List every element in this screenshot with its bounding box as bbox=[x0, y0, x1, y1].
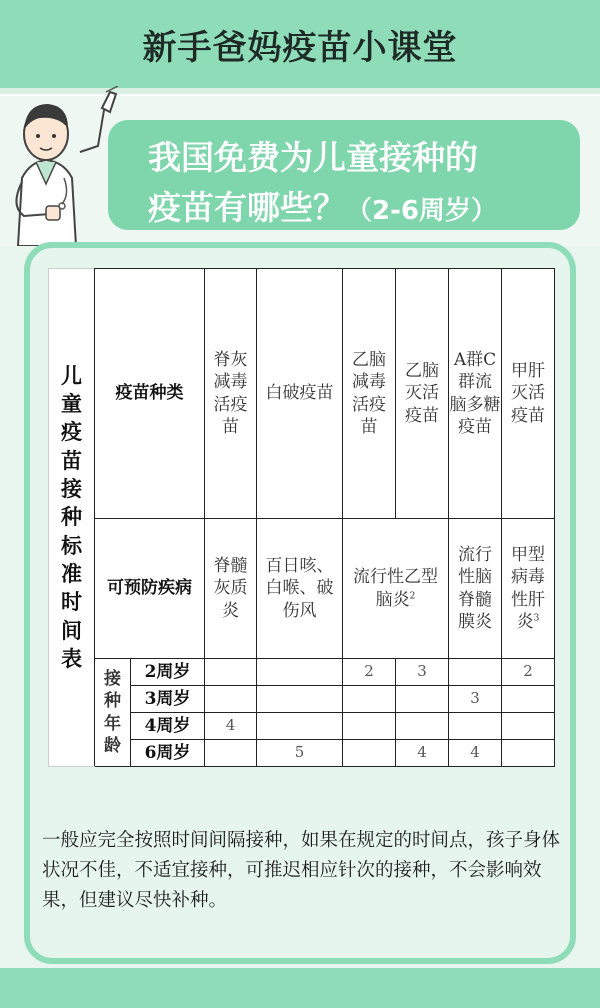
dose-cell bbox=[205, 740, 257, 767]
vaccine-name: 乙脑 减毒 活疫 苗 bbox=[352, 350, 386, 437]
age-group-text: 接 种 年 龄 bbox=[104, 669, 121, 756]
vaccine-cell bbox=[396, 269, 449, 519]
note-paragraph: 一般应完全按照时间间隔接种，如果在规定的时间点，孩子身体状况不佳，不适宜接种，可推迟相应针次的接种，不会影响效果，但建议尽快补种。 bbox=[42, 830, 561, 911]
headline-line2 bbox=[148, 182, 497, 229]
age-label: 2周岁 bbox=[131, 659, 205, 686]
table-row bbox=[49, 659, 555, 686]
dose-cell bbox=[502, 686, 555, 713]
headline-bubble bbox=[108, 120, 580, 230]
disease-cell bbox=[205, 519, 257, 659]
dose-cell bbox=[343, 740, 396, 767]
dose-cell bbox=[502, 740, 555, 767]
vaccine-type-label: 疫苗种类 bbox=[95, 269, 205, 519]
vaccine-name: 白破疫苗 bbox=[265, 383, 334, 404]
side-title bbox=[49, 269, 95, 767]
disease-name: 流行性乙型 脑炎$^2$ bbox=[353, 567, 438, 610]
dose-cell: 2 bbox=[502, 659, 555, 686]
dose-cell bbox=[396, 713, 449, 740]
vaccine-cell bbox=[257, 269, 343, 519]
dose-cell: 5 bbox=[257, 740, 343, 767]
age-range: （2-6周岁） bbox=[346, 196, 497, 226]
vaccine-schedule-table bbox=[48, 268, 555, 767]
schedule-table-wrap bbox=[48, 268, 554, 766]
disease-cell bbox=[343, 519, 449, 659]
age-group-label bbox=[95, 659, 131, 767]
header-bar bbox=[0, 0, 600, 88]
headline-line1: 我国免费为儿童接种的 bbox=[148, 138, 478, 177]
disease-cell bbox=[502, 519, 555, 659]
disease-label: 可预防疾病 bbox=[95, 519, 205, 659]
dose-cell: 3 bbox=[449, 686, 502, 713]
dose-cell bbox=[449, 713, 502, 740]
dose-cell bbox=[257, 686, 343, 713]
disease-name: 甲型 病毒 性肝 炎$^3$ bbox=[511, 545, 545, 632]
dose-cell: 3 bbox=[396, 659, 449, 686]
age-label: 6周岁 bbox=[131, 740, 205, 767]
disease-cell bbox=[449, 519, 502, 659]
dose-cell: 4 bbox=[205, 713, 257, 740]
dose-cell bbox=[257, 659, 343, 686]
dose-cell bbox=[502, 713, 555, 740]
vaccine-name: 甲肝 灭活 疫苗 bbox=[511, 361, 545, 426]
dose-cell: 2 bbox=[343, 659, 396, 686]
vaccine-cell bbox=[502, 269, 555, 519]
disease-cell bbox=[257, 519, 343, 659]
vaccine-name: 乙脑 灭活 疫苗 bbox=[405, 361, 439, 426]
age-label: 4周岁 bbox=[131, 713, 205, 740]
dose-cell bbox=[257, 713, 343, 740]
page-title: 新手爸妈疫苗小课堂 bbox=[142, 27, 458, 68]
dose-cell: 4 bbox=[449, 740, 502, 767]
vaccine-cell bbox=[449, 269, 502, 519]
vaccine-cell bbox=[343, 269, 396, 519]
dose-cell bbox=[205, 659, 257, 686]
disease-name: 百日咳、 白喉、破 伤风 bbox=[265, 556, 334, 621]
dose-cell bbox=[343, 713, 396, 740]
disease-name: 流行 性脑 脊髓 膜炎 bbox=[458, 545, 492, 632]
dose-cell bbox=[449, 659, 502, 686]
vaccine-cell bbox=[205, 269, 257, 519]
disease-name: 脊髓 灰质 炎 bbox=[213, 556, 248, 621]
dose-cell bbox=[205, 686, 257, 713]
dose-cell bbox=[396, 686, 449, 713]
dose-cell bbox=[343, 686, 396, 713]
headline-question: 疫苗有哪些？ bbox=[148, 188, 346, 227]
vaccine-name: A群C 群流 脑多糖 疫苗 bbox=[449, 350, 501, 437]
age-label: 3周岁 bbox=[131, 686, 205, 713]
vaccine-name: 脊灰 减毒 活疫 苗 bbox=[213, 350, 248, 437]
dose-cell: 4 bbox=[396, 740, 449, 767]
side-title-text: 儿 童 疫 苗 接 种 标 准 时 间 表 bbox=[61, 362, 82, 672]
footer-bar bbox=[0, 968, 600, 1008]
